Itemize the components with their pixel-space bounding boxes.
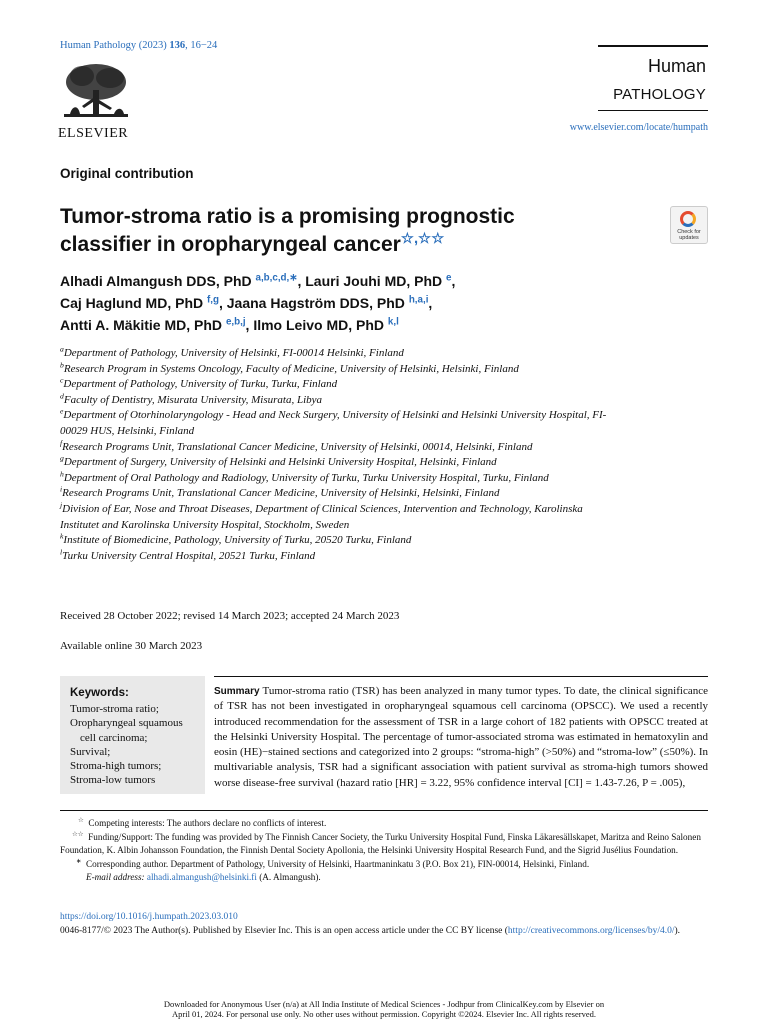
journal-logo-rule-bottom bbox=[598, 110, 708, 111]
author-name: Caj Haglund MD, PhD bbox=[60, 295, 207, 311]
keyword-item[interactable]: Tumor-stroma ratio; bbox=[70, 703, 159, 715]
author-separator: , bbox=[297, 273, 306, 289]
author-name: Jaana Hagström DDS, PhD bbox=[226, 295, 409, 311]
affiliation-text: Department of Oral Pathology and Radiology, University of Turku, Turku University Hospital, Turku, Finland bbox=[63, 471, 549, 484]
footnote-corresponding-author bbox=[60, 858, 708, 872]
title-line-2: classifier in oropharyngeal cancer bbox=[60, 233, 401, 256]
publisher-name: ELSEVIER bbox=[58, 126, 129, 141]
affiliation-mark: f bbox=[60, 437, 63, 447]
affiliation-text: Division of Ear, Nose and Throat Diseases, Department of Clinical Sciences, Intervention and Technology, Karolinska Institutet and Karolinska University Hospital, Stockholm, Sweden bbox=[60, 502, 583, 531]
check-for-updates-badge[interactable] bbox=[670, 206, 708, 244]
keyword-item[interactable]: Stroma-low tumors bbox=[70, 774, 156, 787]
affiliation-mark: a bbox=[60, 344, 64, 354]
affiliation-mark: e bbox=[60, 406, 64, 416]
doi-link[interactable]: https://doi.org/10.1016/j.humpath.2023.03.010 bbox=[60, 912, 238, 922]
email-suffix: (A. Almangush). bbox=[256, 872, 321, 883]
affiliation-item bbox=[60, 359, 620, 378]
affiliation-item bbox=[60, 437, 620, 456]
summary-abstract bbox=[214, 684, 708, 791]
journal-logo-rule bbox=[598, 45, 708, 47]
footnote-text: Competing interests: The authors declare no conflicts of interest. bbox=[88, 818, 327, 828]
article-title bbox=[60, 203, 660, 259]
download-notice-line-2: April 01, 2024. For personal use only. No other uses without permission. Copyright ©2024. Elsevier Inc. All rights reserved. bbox=[171, 1008, 596, 1019]
available-online-date: Available online 30 March 2023 bbox=[60, 640, 203, 652]
keyword-item[interactable]: Survival; bbox=[70, 745, 111, 758]
author-name: Ilmo Leivo MD, PhD bbox=[253, 317, 388, 333]
keyword-item[interactable]: Stroma-high tumors; bbox=[70, 760, 162, 773]
affiliation-item bbox=[60, 533, 620, 549]
author-affiliation-marks[interactable]: k,l bbox=[387, 316, 399, 328]
download-notice bbox=[80, 1000, 688, 1020]
affiliation-text: Research Programs Unit, Translational Cancer Medicine, University of Helsinki, 00014, Helsinki, Finland bbox=[62, 440, 533, 453]
license-link[interactable]: http://creativecommons.org/licenses/by/4.0/ bbox=[507, 926, 675, 936]
keywords-heading: Keywords: bbox=[70, 687, 129, 699]
footnote-mark: ☆ bbox=[78, 816, 84, 824]
footnotes bbox=[60, 817, 708, 885]
affiliation-mark: c bbox=[60, 375, 64, 385]
check-updates-icon bbox=[680, 211, 696, 227]
author-affiliation-marks[interactable]: e,b,j bbox=[225, 316, 246, 328]
download-notice-line-1: Downloaded for Anonymous User (n/a) at All India Institute of Medical Sciences - Jodhpur from ClinicalKey.com by Elsevier on bbox=[163, 999, 605, 1009]
footnote-funding bbox=[60, 831, 708, 858]
affiliation-mark: d bbox=[60, 391, 64, 401]
affiliation-mark: h bbox=[60, 469, 64, 479]
affiliation-mark: g bbox=[60, 453, 64, 463]
author-affiliation-marks[interactable]: h,a,i bbox=[408, 294, 429, 306]
author-affiliation-marks[interactable]: a,b,c,d,∗ bbox=[255, 272, 298, 284]
author-affiliation-marks[interactable]: f,g bbox=[207, 294, 219, 306]
affiliation-text: Research Program in Systems Oncology, Faculty of Medicine, University of Helsinki, Helsinki, Finland bbox=[63, 362, 519, 375]
affiliation-text: Institute of Biomedicine, Pathology, University of Turku, 20520 Turku, Finland bbox=[63, 534, 412, 547]
footnote-text: Corresponding author. Department of Pathology, University of Helsinki, Haartmaninkatu 3 (P.O. Box 21), FIN-00014, Helsinki, Finland. bbox=[86, 858, 590, 869]
journal-url-link[interactable]: www.elsevier.com/locate/humpath bbox=[569, 122, 708, 133]
affiliation-item bbox=[60, 455, 620, 471]
journal-reference[interactable] bbox=[60, 40, 217, 51]
author-name: Lauri Jouhi MD, PhD bbox=[305, 273, 447, 289]
footnote-mark: ∗ bbox=[76, 857, 82, 865]
affiliation-mark: j bbox=[60, 500, 63, 510]
copyright-notice bbox=[60, 925, 708, 937]
affiliation-item bbox=[60, 486, 620, 502]
check-updates-label: Check for updates bbox=[677, 229, 701, 241]
footnote-text: Funding/Support: The funding was provided by The Finnish Cancer Society, the Turku University Hospital Fund, Finska Läkaresällskapet, Maritza and Reino Salonen Foundation, K. Albin Johansson Foundation, the Finnish Dental Society Apollonia, the Helsinki University Hospital Research Fund, and the Sigrid Jusélius Foundation. bbox=[60, 831, 701, 856]
keyword-item[interactable]: Oropharyngeal squamous cell carcinoma; bbox=[70, 717, 183, 744]
footnote-email bbox=[60, 871, 708, 885]
affiliation-item bbox=[60, 502, 620, 533]
journal-logo-pathology: PATHOLOGY bbox=[613, 86, 706, 103]
affiliation-mark: k bbox=[60, 531, 64, 541]
copyright-end: ). bbox=[674, 926, 681, 936]
affiliation-text: Department of Surgery, University of Helsinki and Helsinki University Hospital, Helsinki, Finland bbox=[63, 456, 497, 469]
summary-rule bbox=[214, 676, 708, 677]
author-name: Alhadi Almangush DDS, PhD bbox=[60, 273, 256, 289]
affiliation-item bbox=[60, 377, 620, 393]
title-footnote-marks[interactable]: ☆,☆☆ bbox=[400, 231, 445, 247]
received-dates: Received 28 October 2022; revised 14 March 2023; accepted 24 March 2023 bbox=[60, 610, 400, 622]
article-type: Original contribution bbox=[60, 166, 194, 181]
author-separator: , bbox=[428, 295, 433, 311]
author-name: Antti A. Mäkitie MD, PhD bbox=[60, 317, 226, 333]
affiliation-item bbox=[60, 393, 620, 409]
affiliation-mark: b bbox=[60, 359, 64, 369]
journal-logo-human: Human bbox=[647, 56, 706, 76]
affiliation-text: Department of Otorhinolaryngology - Head and Neck Surgery, University of Helsinki and Helsinki University Hospital, FI-00029 HUS, Helsinki, Finland bbox=[60, 409, 607, 437]
author-separator: , bbox=[245, 317, 254, 333]
author-list bbox=[60, 270, 700, 336]
elsevier-tree-logo bbox=[60, 62, 132, 124]
journal-name[interactable]: Human Pathology (2023) bbox=[60, 40, 170, 51]
affiliation-mark: i bbox=[60, 484, 63, 494]
author-separator: , bbox=[451, 273, 456, 289]
affiliation-text: Research Programs Unit, Translational Cancer Medicine, University of Helsinki, Helsinki, Finland bbox=[62, 487, 500, 500]
affiliation-text: Turku University Central Hospital, 20521 Turku, Finland bbox=[62, 549, 316, 562]
affiliation-text: Faculty of Dentistry, Misurata University, Misurata, Libya bbox=[63, 393, 323, 406]
footnote-rule bbox=[60, 810, 708, 811]
summary-text: Tumor-stroma ratio (TSR) has been analyzed in many tumor types. To date, the clinical significance of TSR has not been investigated in oropharyngeal squamous cell carcinoma (OPSCC). We used a recently introduced recommendation for the assessment of TSR in a large cohort of 182 patients with OPSCC treated at the Helsinki University Hospital. The percentage of tumor-associated stroma was estimated in hematoxylin and eosin (HE)−stained sections and categorized into 2 groups: “stroma-high” (>50%) and “stroma-low” (≤50%). In multivariable analysis, TSR had a significant association with patient survival as stroma-high tumors showed worse disease-free survival (hazard ratio [HR] = 3.22, 95% confidence interval [CI] = 1.43-7.26, P = .005), bbox=[214, 685, 708, 789]
affiliation-text: Department of Pathology, University of Helsinki, FI-00014 Helsinki, Finland bbox=[63, 347, 404, 359]
affiliation-text: Department of Pathology, University of Turku, Turku, Finland bbox=[63, 378, 338, 391]
journal-pages[interactable]: , 16−24 bbox=[185, 40, 218, 51]
affiliation-item bbox=[60, 346, 620, 362]
title-line-1: Tumor-stroma ratio is a promising prognostic bbox=[60, 205, 515, 228]
affiliation-item bbox=[60, 408, 620, 439]
journal-volume[interactable]: 136 bbox=[169, 40, 186, 51]
affiliation-list bbox=[60, 346, 620, 564]
email-link[interactable]: alhadi.almangush@helsinki.fi bbox=[146, 872, 257, 883]
email-label: E-mail address: bbox=[86, 872, 145, 883]
author-separator: , bbox=[218, 295, 227, 311]
copyright-text: 0046-8177/© 2023 The Author(s). Published by Elsevier Inc. This is an open access article under the CC BY license ( bbox=[60, 926, 508, 936]
summary-label: Summary bbox=[214, 686, 260, 697]
affiliation-item bbox=[60, 549, 620, 565]
author-affiliation-marks[interactable]: e bbox=[446, 272, 452, 284]
footnote-competing-interests bbox=[60, 817, 708, 831]
affiliation-mark: l bbox=[60, 547, 63, 557]
affiliation-item bbox=[60, 471, 620, 487]
footnote-mark: ☆☆ bbox=[72, 830, 84, 838]
keywords-list bbox=[70, 702, 200, 788]
